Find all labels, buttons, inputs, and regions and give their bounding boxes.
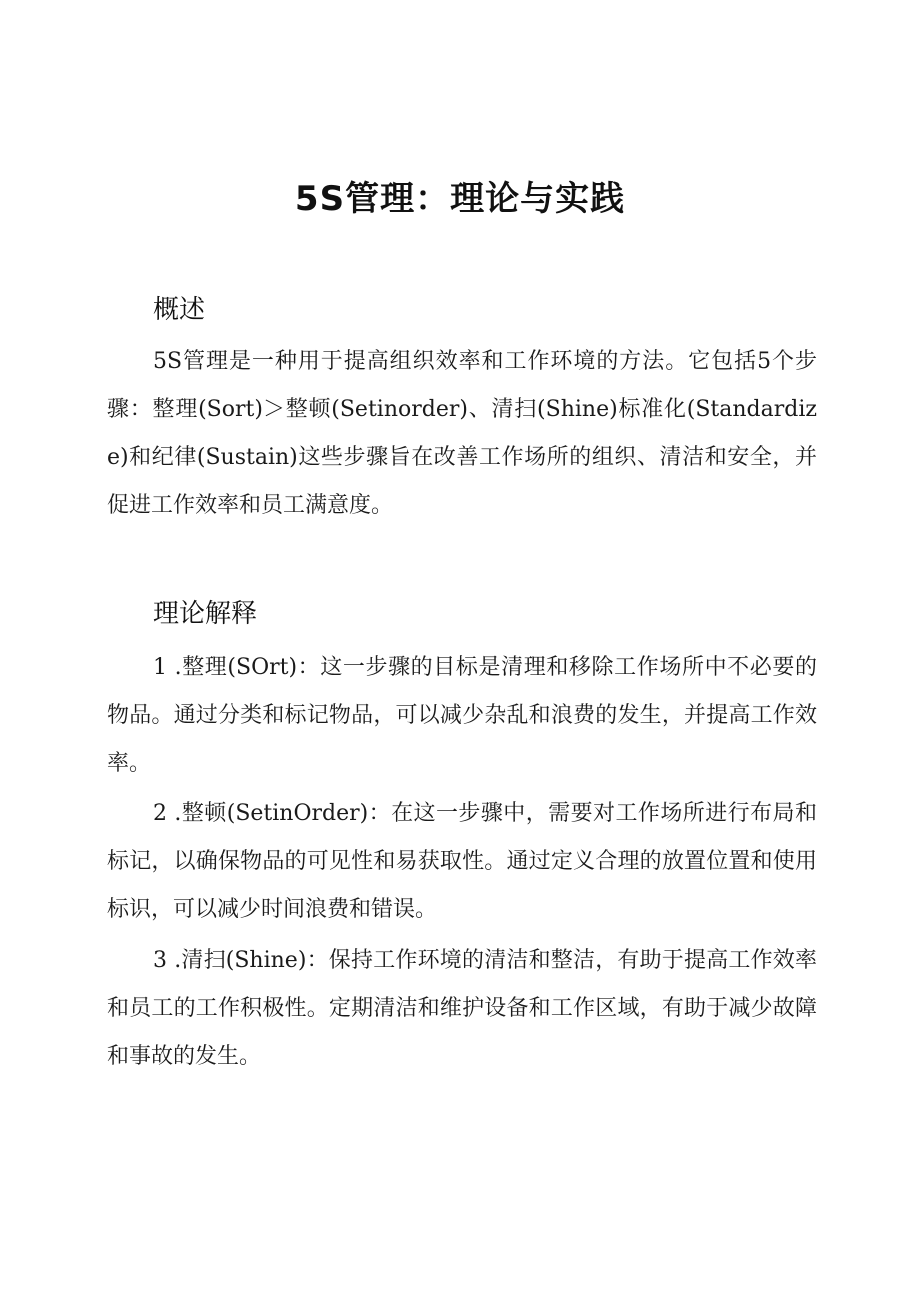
section-heading-theory: 理论解释 [153,599,258,629]
theory-item-sort: 1 .整理(SOrt)：这一步骤的目标是清理和移除工作场所中不必要的物品。通过分类和标记物品，可以减少杂乱和浪费的发生，并提高工作效率。 [107,655,817,776]
theory-item-set-in-order: 2 .整顿(SetinOrder)：在这一步骤中，需要对工作场所进行布局和标记，以确保物品的可见性和易获取性。通过定义合理的放置位置和使用标识，可以减少时间浪费和错误。 [107,801,817,922]
overview-paragraph: 5S管理是一种用于提高组织效率和工作环境的方法。它包括5个步骤：整理(Sort)＞整顿(Setinorder)、清扫(Shine)标准化(Standardize)和纪律(Sustain)这些步骤旨在改善工作场所的组织、清洁和安全，并促进工作效率和员工满意度。 [107,349,817,518]
theory-item-shine: 3 .清扫(Shine)：保持工作环境的清洁和整洁，有助于提高工作效率和员工的工作积极性。定期清洁和维护设备和工作区域，有助于减少故障和事故的发生。 [107,948,817,1069]
page-title: 5S管理：理论与实践 [294,179,626,219]
section-heading-overview: 概述 [153,295,206,325]
